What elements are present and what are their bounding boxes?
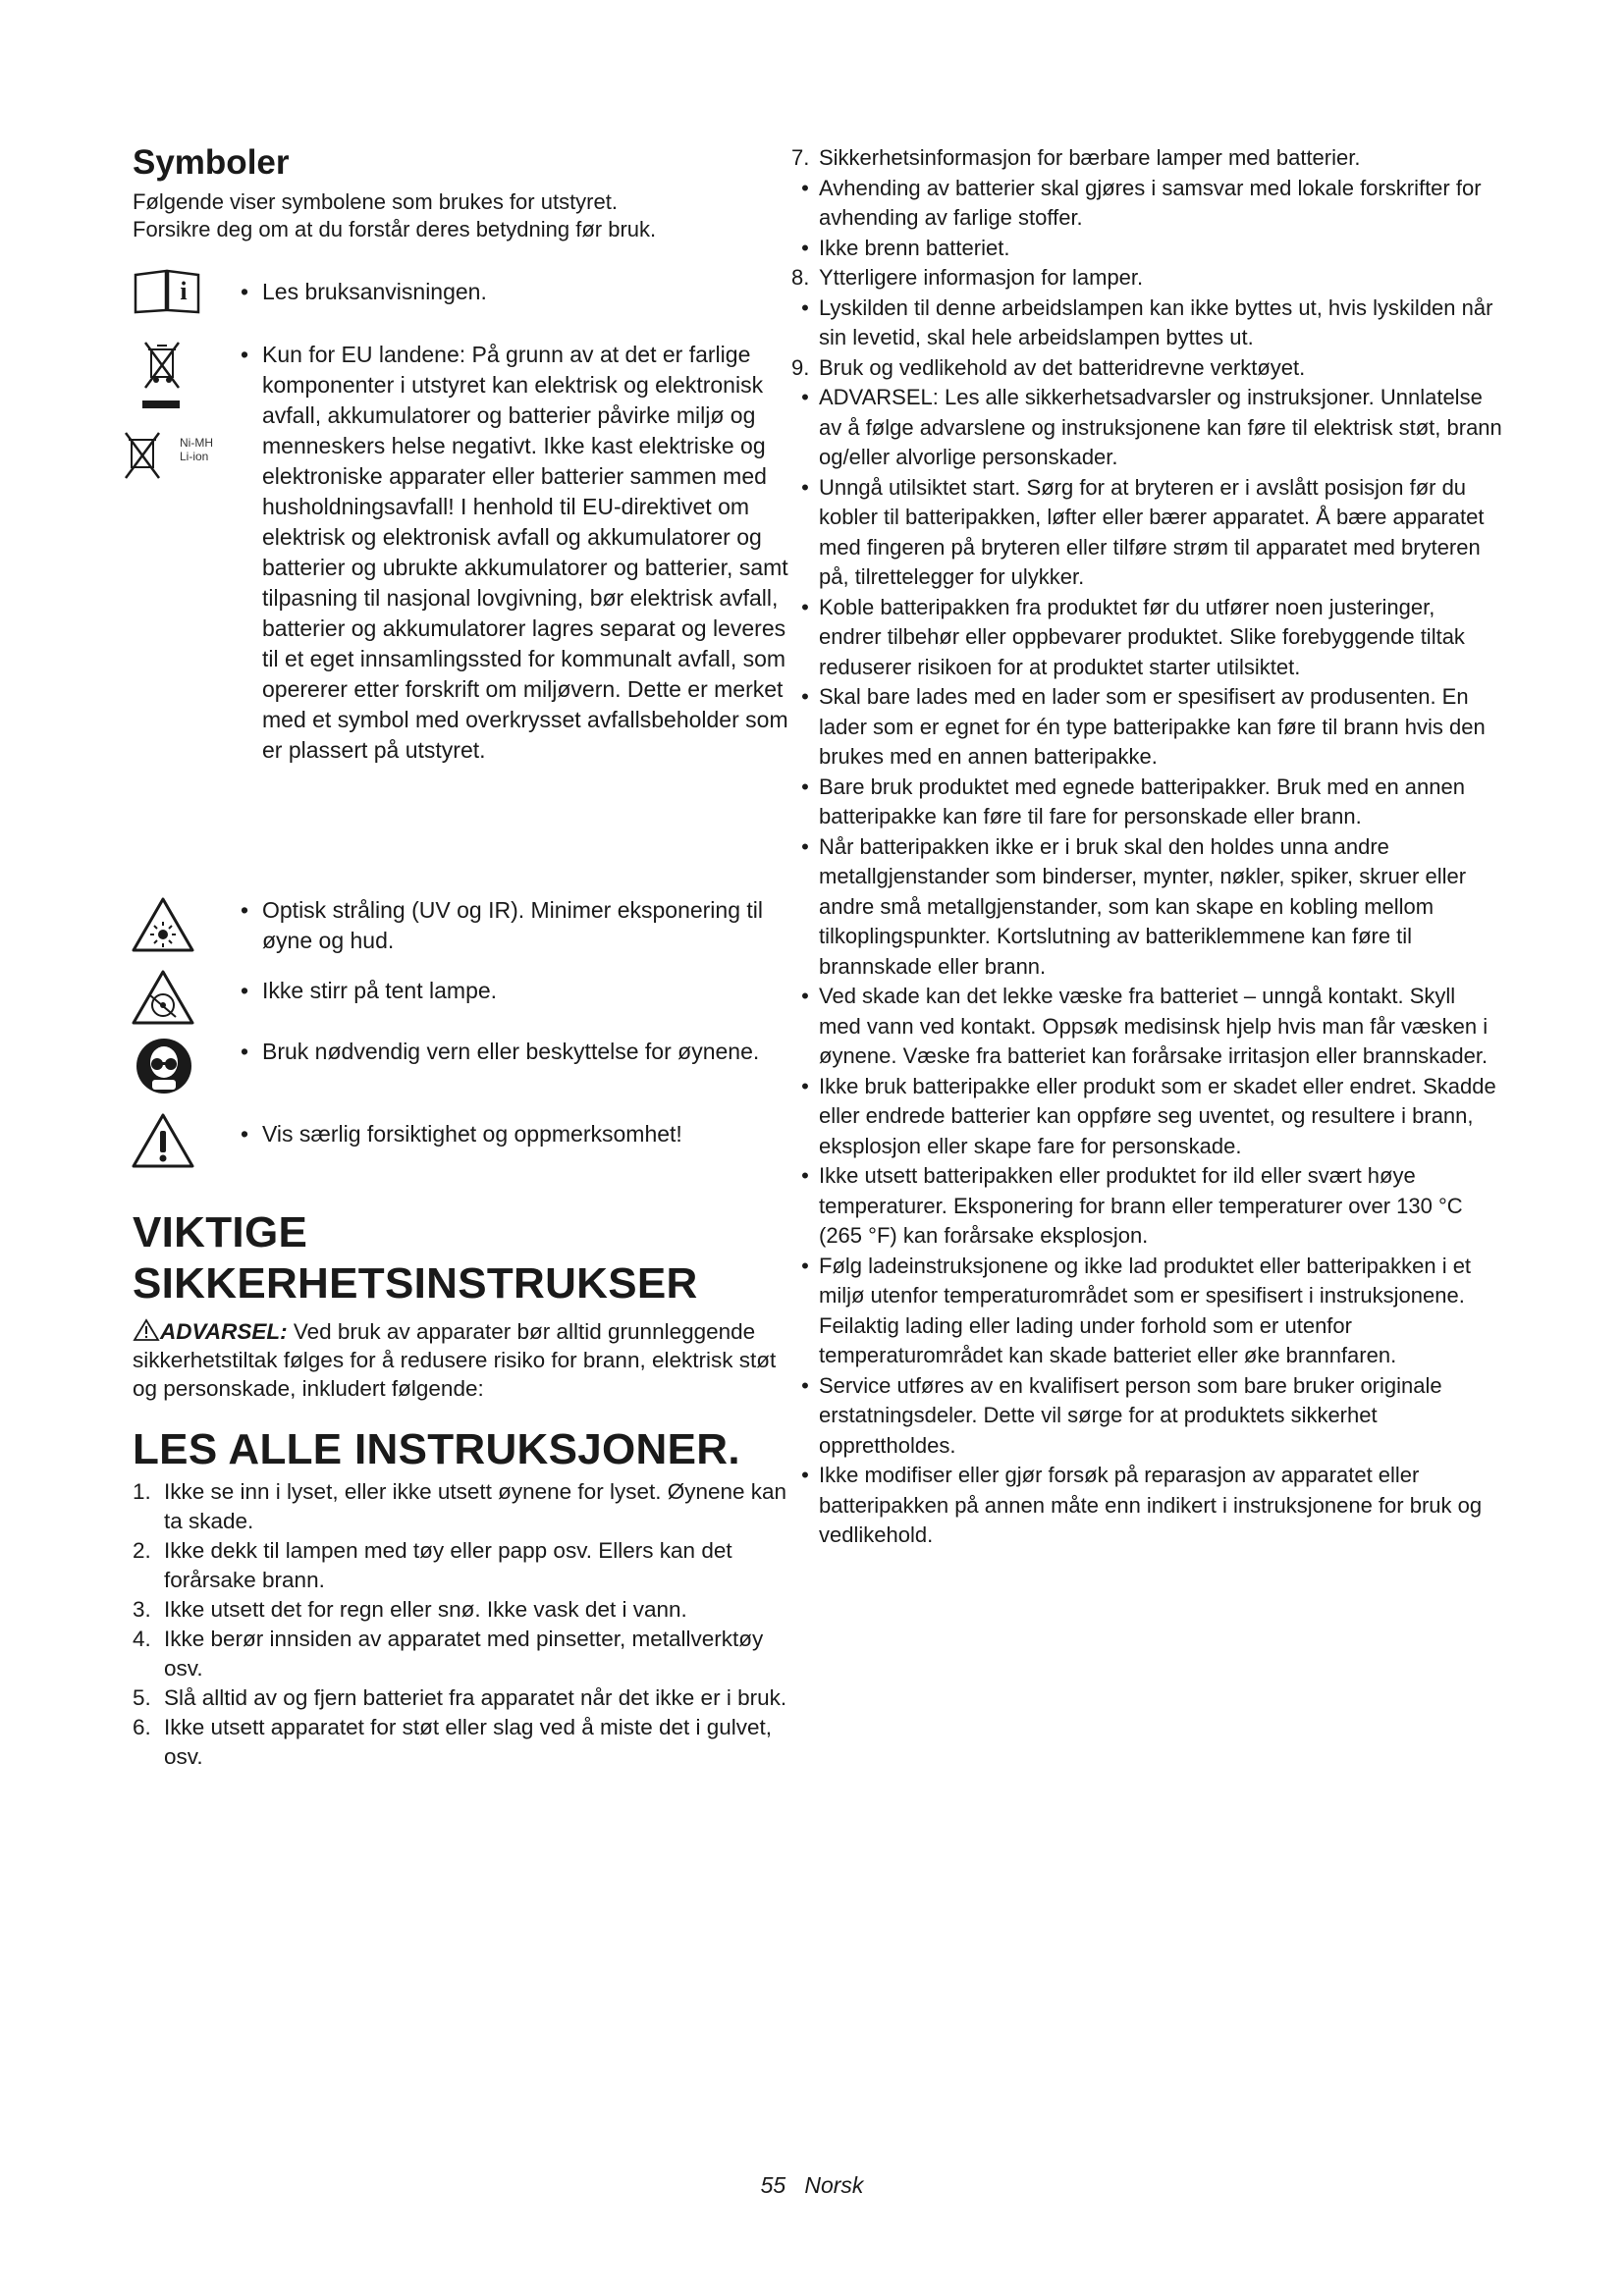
list-item: • Lyskilden til denne arbeidslampen kan ikke byttes ut, hvis lyskilden når sin levetid, skal hele arbeidslampen byttes ut. <box>801 294 1493 349</box>
weee-bar-icon <box>142 400 180 408</box>
list-item: 1. Ikke se inn i lyset, eller ikke utsett øynene for lyset. Øynene kan ta skade. <box>133 1479 787 1534</box>
list-item: 8. Ytterligere informasjon for lamper. <box>791 265 1144 290</box>
do-not-stare-icon <box>131 968 195 1027</box>
symbol-row-weee: Ni-MH Li-ion • Kun for EU landene: På grunn av at det er farlige komponenter i utstyret kan elektrisk og elektronisk avfall, akkumulatorer og batterier påvirke miljø og menneskers helse negativt. Ikke kast elektriske og elektroniske apparater eller batterier sammen med husholdningsavfall! I henhold til EU-direktivet om elektrisk og elektronisk avfall og akkumulatorer og batterier og ubrukte akkumulatorer og batterier, samt tilpasning til nasjonal lovgivning, bør elektrisk avfall, batterier og akkumulatorer lagres separat og leveres til et eget innsamlingssted for kommunalt avfall, som opererer etter forskrift om miljøvern. Dette er merket med et symbol med overkrysset avfallsbeholder som er plassert på utstyret. <box>133 340 800 889</box>
list-item: • Skal bare lades med en lader som er spesifisert av produsenten. En lader som er egnet for én type batteripakke kan føre til brann hvis den brukes med en annen batteripakke. <box>801 684 1486 769</box>
symbol-text-no-stare: Ikke stirr på tent lampe. <box>262 978 498 1004</box>
read-all-heading: LES ALLE INSTRUKSJONER. <box>133 1425 740 1474</box>
nimh-label: Ni-MH <box>180 436 213 451</box>
list-item: • Ikke bruk batteripakke eller produkt som er skadet eller endret. Skadde eller endrede batterier kan oppføre seg uventet, og resultere i brann, eksplosjon eller skape fare for personskade. <box>801 1073 1496 1158</box>
symbols-title: Symboler <box>133 143 290 182</box>
warning-label: ADVARSEL: <box>160 1319 288 1345</box>
symbols-intro-line-1: Følgende viser symbolene som brukes for utstyret. <box>133 189 618 215</box>
symbol-text-eye-protection: Bruk nødvendig vern eller beskyttelse for øynene. <box>262 1039 760 1065</box>
page-number: 55 <box>760 2172 786 2198</box>
symbol-row-optical: • Optisk stråling (UV og IR). Minimer eksponering til øyne og hud. <box>133 895 800 958</box>
list-item: • Unngå utilsiktet start. Sørg for at bryteren er i avslått posisjon før du kobler til batteripakken, løfter eller bærer apparatet. Å bære apparatet med fingeren på bryteren eller tilføre strøm til apparatet med bryteren på, tilrettelegger for ulykker. <box>801 474 1485 589</box>
list-item: 6. Ikke utsett apparatet for støt eller slag ved å miste det i gulvet, osv. <box>133 1715 773 1770</box>
list-item: 7. Sikkerhetsinformasjon for bærbare lamper med batterier. <box>791 145 1361 170</box>
list-item: • Ved skade kan det lekke væske fra batteriet – unngå kontakt. Skyll med vann ved kontakt. Oppsøk medisinsk hjelp hvis man får væsken i øynene. Væske fra batteriet kan forårsake irritasjon eller brannskader. <box>801 984 1489 1068</box>
list-item: • Følg ladeinstruksjonene og ikke lad produktet eller batteripakken i et miljø utenfor temperaturområdet som er spesifisert i instruksjonene. Feilaktig lading eller lading under forhold som er utenfor temperaturområdet kan skade batteriet eller øke brannfaren. <box>801 1253 1472 1367</box>
list-item: • Koble batteripakken fra produktet før du utfører noen justeringer, endrer tilbehør eller oppbevarer produktet. Slike forebyggende tiltak reduserer risikoen for at produktet starter utilsiktet. <box>801 594 1465 679</box>
list-item: 9. Bruk og vedlikehold av det batteridrevne verktøyet. <box>791 354 1306 380</box>
list-item: 2. Ikke dekk til lampen med tøy eller papp osv. Ellers kan det forårsake brann. <box>133 1538 732 1593</box>
symbol-text-optical: Optisk stråling (UV og IR). Minimer eksponering til øyne og hud. <box>262 897 763 954</box>
symbol-row-no-stare: • Ikke stirr på tent lampe. <box>133 968 800 1031</box>
footer-language: Norsk <box>804 2172 864 2198</box>
symbol-row-caution: • Vis særlig forsiktighet og oppmerksomhet! <box>133 1111 800 1174</box>
list-item: • Ikke brenn batteriet. <box>801 235 1010 260</box>
list-item: • ADVARSEL: Les alle sikkerhetsadvarsler og instruksjoner. Unnlatelse av å følge advarslene og instruksjonene kan føre til elektrisk støt, brann og/eller alvorlige personskader. <box>801 385 1502 469</box>
symbols-intro-line-2: Forsikre deg om at du forstår deres betydning før bruk. <box>133 217 657 242</box>
caution-warning-icon <box>131 1111 195 1170</box>
crossed-bin-icon <box>142 340 182 391</box>
list-item: 3. Ikke utsett det for regn eller snø. Ikke vask det i vann. <box>133 1597 687 1623</box>
list-item: • Bare bruk produktet med egnede batteripakker. Bruk med en annen batteripakke kan føre til fare for personskade eller brann. <box>801 774 1465 828</box>
list-item: • Avhending av batterier skal gjøres i samsvar med lokale forskrifter for avhending av farlige stoffer. <box>801 175 1482 230</box>
safety-heading: VIKTIGE SIKKERHETSINSTRUKSER <box>133 1208 698 1308</box>
read-manual-icon <box>133 267 201 314</box>
left-column <box>133 143 800 1772</box>
optical-radiation-warning-icon <box>131 895 195 954</box>
symbol-text-caution: Vis særlig forsiktighet og oppmerksomhet! <box>262 1121 682 1148</box>
liion-label: Li-ion <box>180 450 209 464</box>
list-item: 4. Ikke berør innsiden av apparatet med pinsetter, metallverktøy osv. <box>133 1627 764 1682</box>
list-item: • Ikke modifiser eller gjør forsøk på reparasjon av apparatet eller batteripakken på annen måte enn indikert i instruksjonene for bruk og vedlikehold. <box>801 1463 1483 1547</box>
eye-protection-icon <box>135 1037 193 1095</box>
symbol-row-eye-protection: • Bruk nødvendig vern eller beskyttelse for øynene. <box>133 1037 800 1101</box>
crossed-battery-bin-icon <box>123 430 162 481</box>
symbol-text-weee: Kun for EU landene: På grunn av at det er farlige komponenter i utstyret kan elektrisk og elektronisk avfall, akkumulatorer og batterier påvirke miljø og menneskers helse negativt. Ikke kast elektriske og elektroniske apparater eller batterier sammen med husholdningsavfall! I henhold til EU-direktivet om elektrisk og elektronisk avfall og akkumulatorer og batterier og ubrukte akkumulatorer og batterier, samt tilpasning til nasjonal lovgivning, bør elektrisk avfall, batterier og akkumulatorer lagres separat og leveres til et eget innsamlingssted for kommunalt avfall, som opererer etter forskrift om miljøvern. Dette er merket med et symbol med overkrysset avfallsbeholder som er plassert på utstyret. <box>262 342 788 764</box>
symbol-row-manual: i • Les bruksanvisningen. <box>133 265 800 322</box>
numbered-instructions <box>133 1477 800 1772</box>
list-item: • Når batteripakken ikke er i bruk skal den holdes unna andre metallgjenstander som binderser, mynter, nøkler, spiker, skruer eller andre små metallgjenstander, som kan skape en kobling mellom tilkoplingspunkter. Kortslutning av batteriklemmene kan føre til brannskade eller brann. <box>801 833 1467 979</box>
warning-text: Ved bruk av apparater bør alltid grunnleggende sikkerhetstiltak følges for å redusere risiko for brann, elektrisk støt og personskade, inkludert følgende: <box>133 1319 777 1402</box>
list-item: 5. Slå alltid av og fjern batteriet fra apparatet når det ikke er i bruk. <box>133 1685 787 1711</box>
right-column <box>791 143 1503 1551</box>
warning-triangle-icon <box>133 1318 160 1342</box>
symbol-text-manual: Les bruksanvisningen. <box>262 279 487 305</box>
warning-paragraph <box>133 1317 800 1403</box>
page-footer <box>0 2172 1624 2199</box>
list-item: • Ikke utsett batteripakken eller produktet for ild eller svært høye temperaturer. Eksponering for brann eller temperaturer over 130 °C (265 °F) kan forårsake eksplosjon. <box>801 1163 1463 1248</box>
list-item: • Service utføres av en kvalifisert person som bare bruker originale erstatningsdeler. Dette vil sørge for at produktets sikkerhet opprettholdes. <box>801 1372 1442 1458</box>
manual-icon-letter: i <box>180 277 188 306</box>
